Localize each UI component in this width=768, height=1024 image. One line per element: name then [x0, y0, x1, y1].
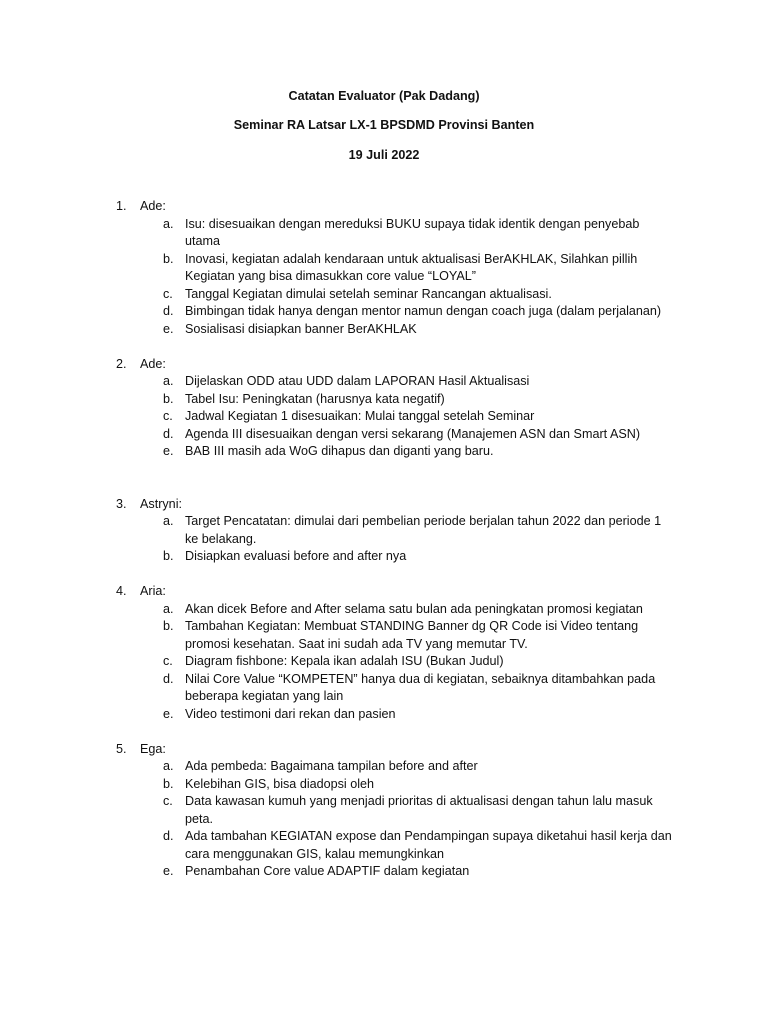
item-text: Video testimoni dari rekan dan pasien [185, 706, 396, 721]
item-text: Target Pencatatan: dimulai dari pembelian periode berjalan tahun 2022 dan periode 1 ke belakang. [185, 514, 662, 546]
list-item [0, 216, 673, 251]
list-item [0, 776, 673, 794]
section-name: Ade: [140, 356, 166, 371]
item-letter: b. [163, 776, 174, 791]
list-item [0, 443, 673, 461]
section-name: Ade: [140, 199, 166, 213]
item-text: Tanggal Kegiatan dimulai setelah seminar Rancangan aktualisasi. [185, 286, 552, 301]
item-letter: c. [163, 409, 173, 423]
list-item [0, 793, 673, 828]
item-letter: a. [163, 514, 174, 528]
list-item [0, 601, 673, 619]
section-number: 1. [116, 199, 127, 213]
item-text: Inovasi, kegiatan adalah kendaraan untuk aktualisasi BerAKHLAK, Silahkan pillih Kegiatan yang bisa dimasukkan core value “LOYAL” [185, 251, 638, 283]
list-item [0, 618, 673, 653]
section-number: 3. [116, 496, 127, 511]
item-letter: e. [163, 864, 174, 878]
section-heading [0, 741, 768, 759]
list-item [0, 513, 673, 548]
section-name: Aria: [140, 584, 166, 598]
list-item [0, 408, 673, 426]
list-item [0, 286, 673, 304]
list-item [0, 391, 673, 409]
section-name: Astryni: [140, 496, 182, 511]
list-item [0, 828, 673, 863]
item-text: Dijelaskan ODD atau UDD dalam LAPORAN Hasil Aktualisasi [185, 374, 530, 388]
item-text: Penambahan Core value ADAPTIF dalam kegiatan [185, 864, 470, 878]
section-heading [0, 496, 768, 514]
item-letter: a. [163, 216, 174, 231]
list-item [0, 303, 673, 321]
item-letter: d. [163, 304, 174, 318]
item-text: Sosialisasi disiapkan banner BerAKHLAK [185, 321, 417, 336]
section-number: 4. [116, 584, 127, 598]
section-number: 5. [116, 741, 127, 756]
item-letter: e. [163, 321, 174, 336]
list-item [0, 426, 673, 444]
item-letter: d. [163, 426, 174, 441]
item-text: Isu: disesuaikan dengan mereduksi BUKU supaya tidak identik dengan penyebab utama [185, 216, 640, 248]
item-letter: b. [163, 619, 174, 633]
item-letter: a. [163, 759, 174, 773]
item-letter: e. [163, 444, 174, 458]
item-letter: b. [163, 391, 174, 406]
item-text: Ada tambahan KEGIATAN expose dan Pendampingan supaya diketahui hasil kerja dan cara menggunakan GIS, kalau memungkinkan [185, 829, 672, 861]
item-text: Disiapkan evaluasi before and after nya [185, 549, 407, 563]
list-item [0, 548, 673, 566]
list-item [0, 863, 673, 881]
notes-list [0, 198, 768, 881]
item-text: Tambahan Kegiatan: Membuat STANDING Banner dg QR Code isi Video tentang promosi kesehatan. Saat ini sudah ada TV yang memutar TV. [185, 619, 639, 651]
list-item [0, 321, 673, 339]
item-letter: c. [163, 286, 173, 301]
item-text: Jadwal Kegiatan 1 disesuaikan: Mulai tanggal setelah Seminar [185, 409, 535, 423]
list-item [0, 373, 673, 391]
section-2 [0, 356, 768, 461]
section-5 [0, 741, 768, 881]
item-text: Bimbingan tidak hanya dengan mentor namun dengan coach juga (dalam perjalanan) [185, 304, 662, 318]
section-number: 2. [116, 356, 127, 371]
section-1 [0, 198, 768, 338]
item-text: Kelebihan GIS, bisa diadopsi oleh [185, 776, 375, 791]
list-item [0, 671, 673, 706]
item-text: Ada pembeda: Bagaimana tampilan before and after [185, 759, 478, 773]
item-text: Nilai Core Value “KOMPETEN” hanya dua di kegiatan, sebaiknya ditambahkan pada beberapa kegiatan yang lain [185, 671, 656, 703]
item-text: Akan dicek Before and After selama satu bulan ada peningkatan promosi kegiatan [185, 601, 643, 616]
list-item [0, 251, 673, 286]
item-letter: d. [163, 829, 174, 843]
section-heading [0, 583, 768, 601]
item-letter: c. [163, 794, 173, 808]
item-letter: c. [163, 654, 173, 668]
section-name: Ega: [140, 741, 166, 756]
section-3 [0, 496, 768, 566]
list-item [0, 706, 673, 724]
item-letter: b. [163, 549, 174, 563]
item-letter: a. [163, 601, 174, 616]
document-subtitle: Seminar RA Latsar LX-1 BPSDMD Provinsi Banten [233, 118, 535, 133]
list-item [0, 653, 673, 671]
item-text: Agenda III disesuaikan dengan versi sekarang (Manajemen ASN dan Smart ASN) [185, 426, 641, 441]
item-letter: a. [163, 374, 174, 388]
item-text: Data kawasan kumuh yang menjadi prioritas di aktualisasi dengan tahun lalu masuk peta. [185, 794, 653, 826]
section-heading [0, 198, 768, 216]
item-text: BAB III masih ada WoG dihapus dan diganti yang baru. [185, 444, 494, 458]
document-title: Catatan Evaluator (Pak Dadang) [288, 89, 480, 103]
list-item [0, 758, 673, 776]
item-letter: e. [163, 706, 174, 721]
section-4 [0, 583, 768, 723]
item-text: Diagram fishbone: Kepala ikan adalah ISU (Bukan Judul) [185, 654, 504, 668]
item-text: Tabel Isu: Peningkatan (harusnya kata negatif) [185, 391, 445, 406]
document-header [0, 88, 768, 176]
section-heading [0, 356, 768, 374]
document-date: 19 Juli 2022 [348, 147, 420, 162]
item-letter: d. [163, 671, 174, 686]
item-letter: b. [163, 251, 174, 266]
